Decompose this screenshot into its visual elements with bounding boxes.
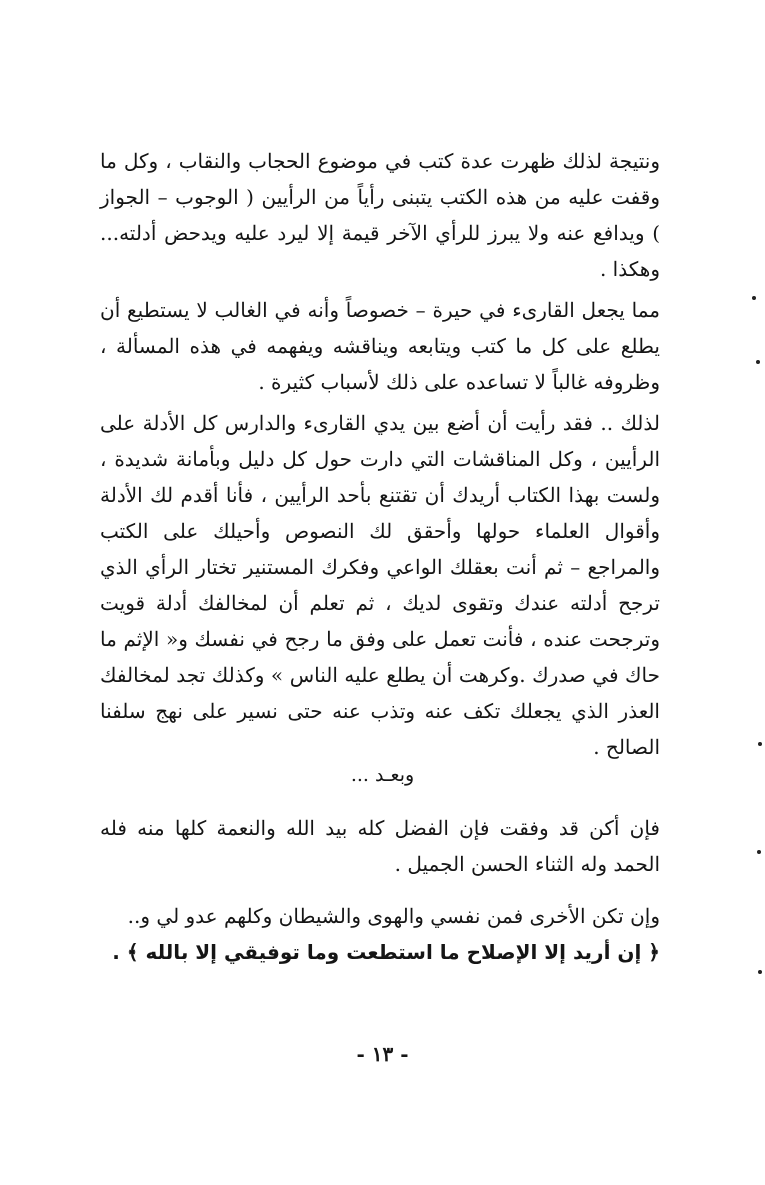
- section-heading: وبعـد ...: [350, 764, 415, 786]
- scan-speck: [757, 850, 761, 854]
- quran-verse: ﴿ إن أريد إلا الإصلاح ما استطعت وما توفيقي إلا بالله ﴾ .: [112, 940, 660, 964]
- paragraph-2: مما يجعل القارىء في حيرة – خصوصاً وأنه في الغالب لا يستطيع أن يطلع على كل ما كتب ويتابعه ويناقشه ويفهمه في هذه المسألة ، وظروفه غالباً لا تساعده على ذلك لأسباب كثيرة .: [100, 298, 660, 394]
- paragraph-1: ونتيجة لذلك ظهرت عدة كتب في موضوع الحجاب والنقاب ، وكل ما وقفت عليه من هذه الكتب يتبنى رأياً من الرأيين ( الوجوب – الجواز ) ويدافع عنه ولا يبرز للرأي الآخر قيمة إلا ليرد عليه ويدحض أدلته... وهكذا .: [100, 149, 660, 281]
- scan-speck: [758, 970, 762, 974]
- paragraph-3: لذلك .. فقد رأيت أن أضع بين يدي القارىء والدارس كل الأدلة على الرأيين ، وكل المناقشات التي دارت حول كل دليل وبأمانة شديدة ، ولست بهذا الكتاب أريدك أن تقتنع بأحد الرأيين ، فأنا أقدم لك الأدلة وأقوال العلماء حولها وأحقق لك النصوص وأحيلك على الكتب والمراجع – ثم أنت بعقلك الواعي وفكرك المستنير تختار الرأي الذي ترجح أدلته عندك وتقوى لديك ، ثم تعلم أن لمخالفك أدلة قويت وترجحت عنده ، فأنت تعمل على وفق ما رجح في نفسك و« الإثم ما حاك في صدرك .وكرهت أن يطلع عليه الناس » وكذلك تجد لمخالفك العذر الذي يجعلك تكف عنه وتذب عنه حتى نسير على نهج سلفنا الصالح .: [100, 411, 660, 759]
- scan-speck: [756, 360, 760, 364]
- page-number: - ١٣ -: [356, 1042, 409, 1066]
- scan-speck: [758, 742, 762, 746]
- paragraph-4: فإن أكن قد وفقت فإن الفضل كله بيد الله والنعمة كلها منه فله الحمد وله الثناء الحسن الجميل .: [100, 816, 660, 876]
- paragraph-5-intro: وإن تكن الأخرى فمن نفسي والهوى والشيطان وكلهم عدو لي و..: [127, 904, 660, 928]
- scan-speck: [752, 296, 756, 300]
- paragraph-5: [100, 898, 660, 970]
